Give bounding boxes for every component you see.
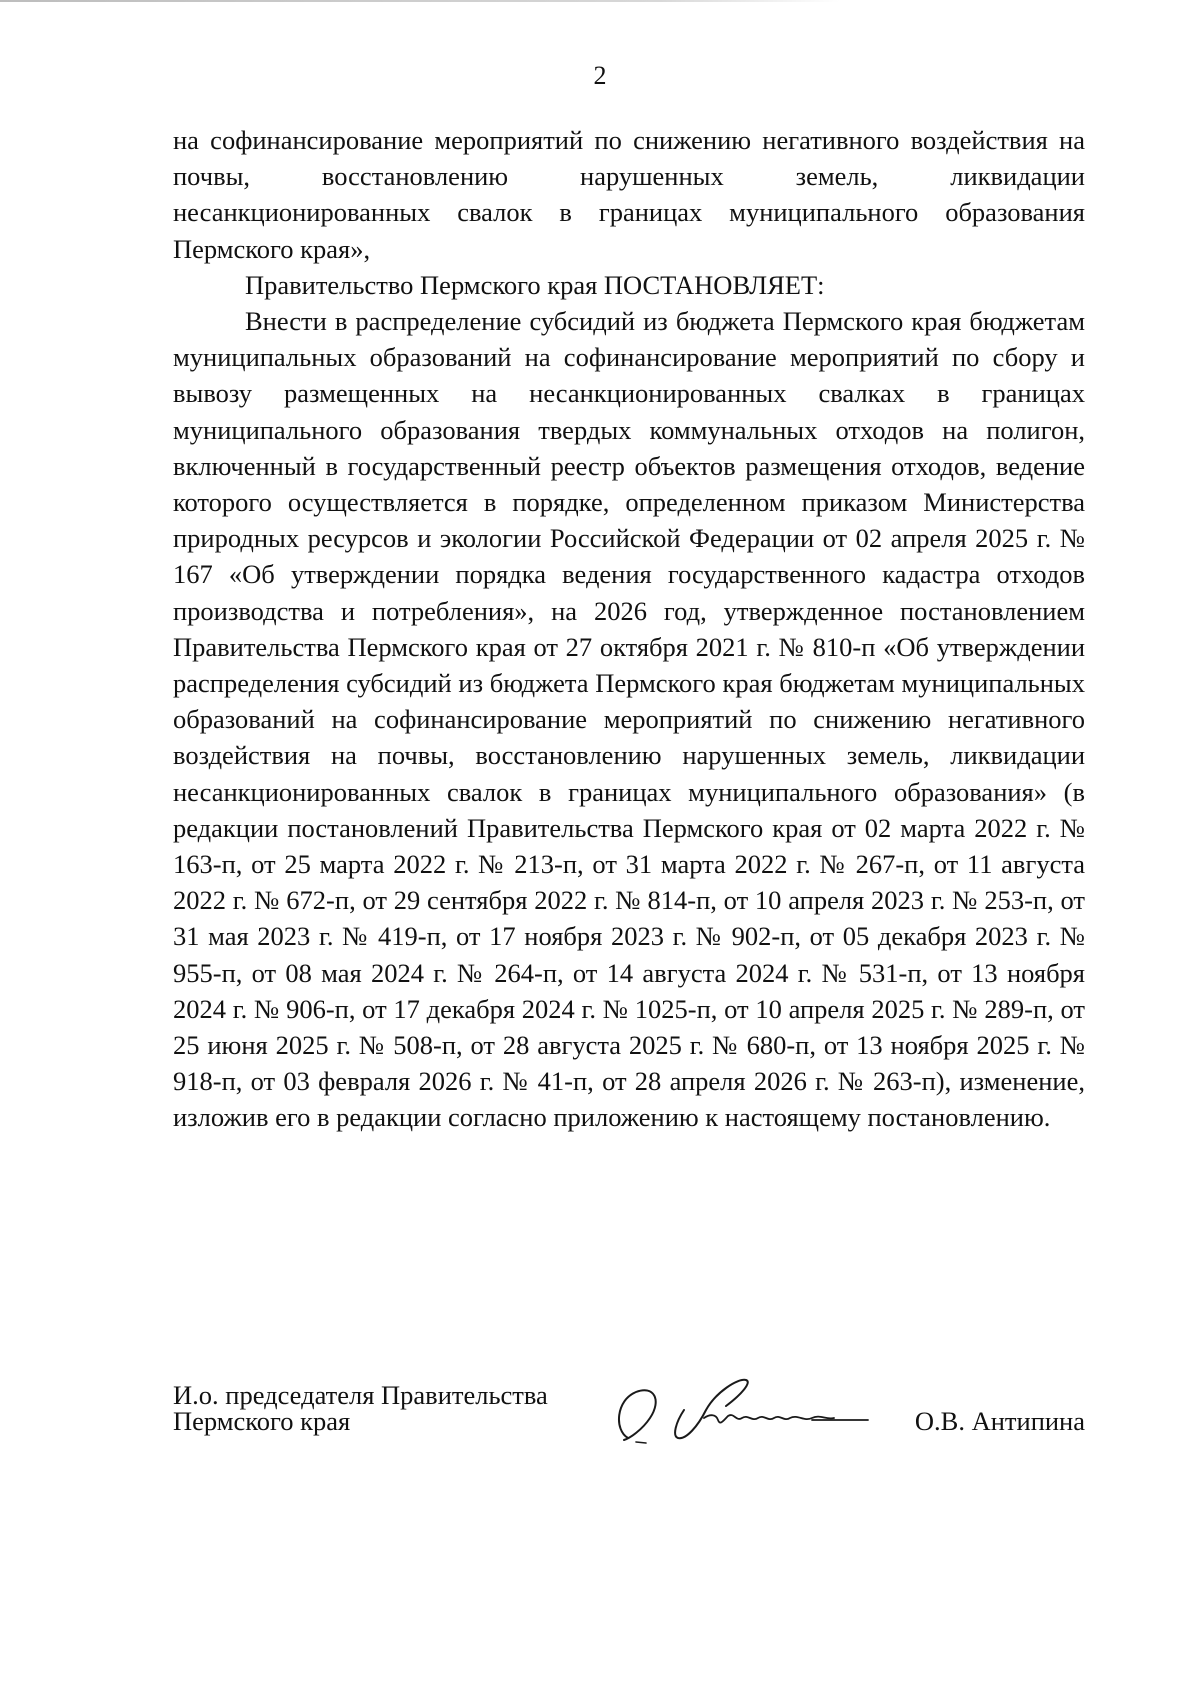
paragraph-continuation: на софинансирование мероприятий по снижению негативного воздействия на почвы, восстановлению нарушенных земель, ликвидации несанкционированных свалок в границах муниципального образования Пермского края», bbox=[173, 125, 1085, 264]
signer-title-line-1: И.о. председателя Правительства bbox=[173, 1380, 548, 1410]
scan-edge-line bbox=[0, 0, 1200, 2]
signer-title bbox=[173, 1382, 548, 1434]
handwritten-signature bbox=[606, 1370, 896, 1450]
signature-block bbox=[173, 1382, 1085, 1462]
signer-title-line-2: Пермского края bbox=[173, 1406, 351, 1436]
paragraph-resolution-text: Внести в распределение субсидий из бюджета Пермского края бюджетам муниципальных образований на софинансирование мероприятий по сбору и вывозу размещенных на несанкционированных свалках в границах муниципального образования твердых коммунальных отходов на полигон, включенный в государственный реестр объектов размещения отходов, ведение которого осуществляется в порядке, определенном приказом Министерства природных ресурсов и экологии Российской Федерации от 02 апреля 2025 г. № 167 «Об утверждении порядка ведения государственного кадастра отходов производства и потребления», на 2026 год, утвержденное постановлением Правительства Пермского края от 27 октября 2021 г. № 810-п «Об утверждении распределения субсидий из бюджета Пермского края бюджетам муниципальных образований на софинансирование мероприятий по снижению негативного воздействия на почвы, восстановлению нарушенных земель, ликвидации несанкционированных свалок в границах муниципального образования» (в редакции постановлений Правительства Пермского края от 02 марта 2022 г. № 163-п, от 25 марта 2022 г. № 213-п, от 31 марта 2022 г. № 267-п, от 11 августа 2022 г. № 672-п, от 29 сентября 2022 г. № 814-п, от 10 апреля 2023 г. № 253-п, от 31 мая 2023 г. № 419-п, от 17 ноября 2023 г. № 902-п, от 05 декабря 2023 г. № 955-п, от 08 мая 2024 г. № 264-п, от 14 августа 2024 г. № 531-п, от 13 ноября 2024 г. № 906-п, от 17 декабря 2024 г. № 1025-п, от 10 апреля 2025 г. № 289-п, от 25 июня 2025 г. № 508-п, от 28 августа 2025 г. № 680-п, от 13 ноября 2025 г. № 918-п, от 03 февраля 2026 г. № 41-п, от 28 апреля 2026 г. № 263-п), изменение, изложив его в редакции согласно приложению к настоящему постановлению. bbox=[173, 306, 1085, 1133]
signer-name: О.В. Антипина bbox=[914, 1406, 1085, 1436]
document-body bbox=[173, 122, 1085, 1136]
paragraph-resolution-heading: Правительство Пермского края ПОСТАНОВЛЯЕТ: bbox=[245, 269, 825, 300]
page-number: 2 bbox=[593, 61, 607, 90]
